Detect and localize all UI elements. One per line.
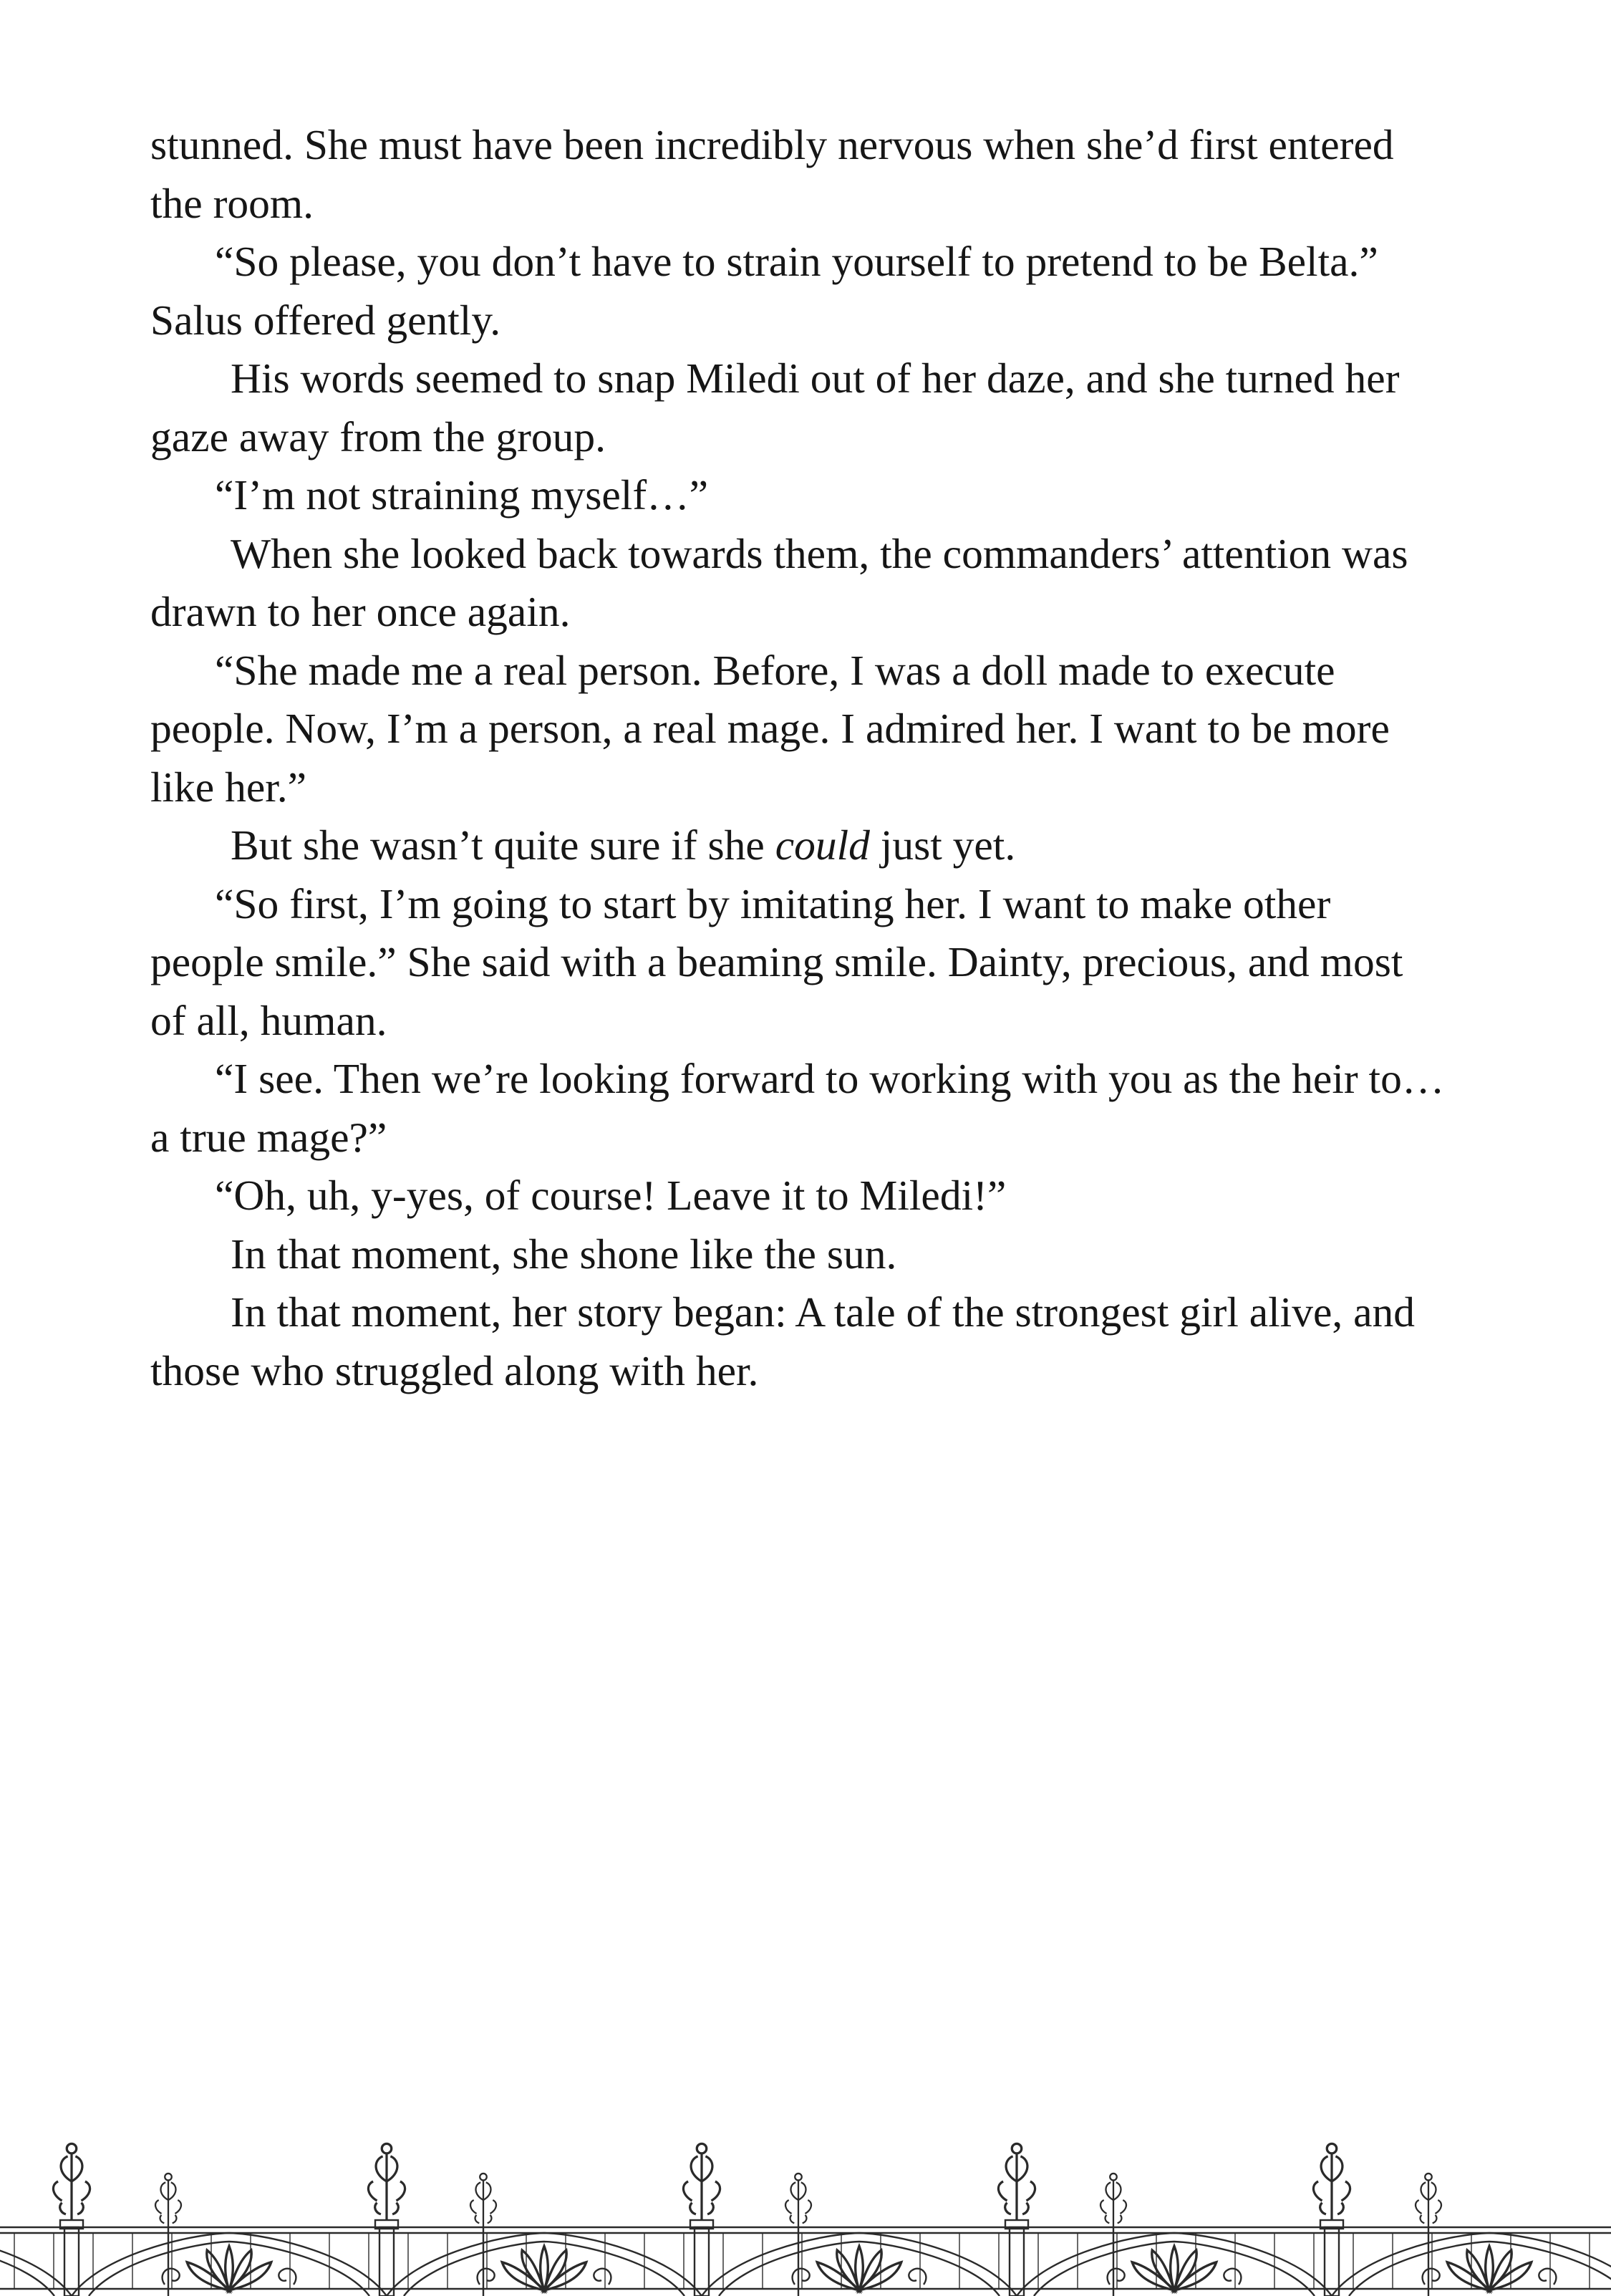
paragraph-4: “I’m not straining myself…” [215, 471, 709, 518]
paragraph-8: “So first, I’m going to start by imitating her. I want to make other people smile.” She said with a beaming smile. Dainty, precious, and most of all, human. [150, 879, 1403, 1044]
paragraph-7-emphasis: could [775, 821, 870, 869]
ornamental-iron-fence-border-icon [0, 2120, 1611, 2296]
paragraph-5: When she looked back towards them, the commanders’ attention was drawn to her once again. [150, 529, 1408, 635]
paragraph-3: His words seemed to snap Miledi out of her daze, and she turned her gaze away from the group. [150, 354, 1400, 460]
paragraph-7-after: just yet. [869, 821, 1016, 869]
paragraph-1: stunned. She must have been incredibly nervous when she’d first entered the room. [150, 121, 1394, 227]
paragraph-7 [150, 816, 1446, 875]
paragraph-9: “I see. Then we’re looking forward to working with you as the heir to…a true mage?” [150, 1055, 1445, 1161]
body-text [150, 116, 1446, 1400]
paragraph-11: In that moment, she shone like the sun. [231, 1230, 897, 1278]
paragraph-2: “So please, you don’t have to strain yourself to pretend to be Belta.” Salus offered gently. [150, 238, 1378, 344]
paragraph-10: “Oh, uh, y-yes, of course! Leave it to Miledi!” [215, 1172, 1007, 1219]
paragraph-7-before: But she wasn’t quite sure if she [231, 821, 775, 869]
paragraph-6: “She made me a real person. Before, I was a doll made to execute people. Now, I’m a person, a real mage. I admired her. I want to be more like her.” [150, 646, 1390, 811]
paragraph-12: In that moment, her story began: A tale of the strongest girl alive, and those who struggled along with her. [150, 1288, 1416, 1394]
